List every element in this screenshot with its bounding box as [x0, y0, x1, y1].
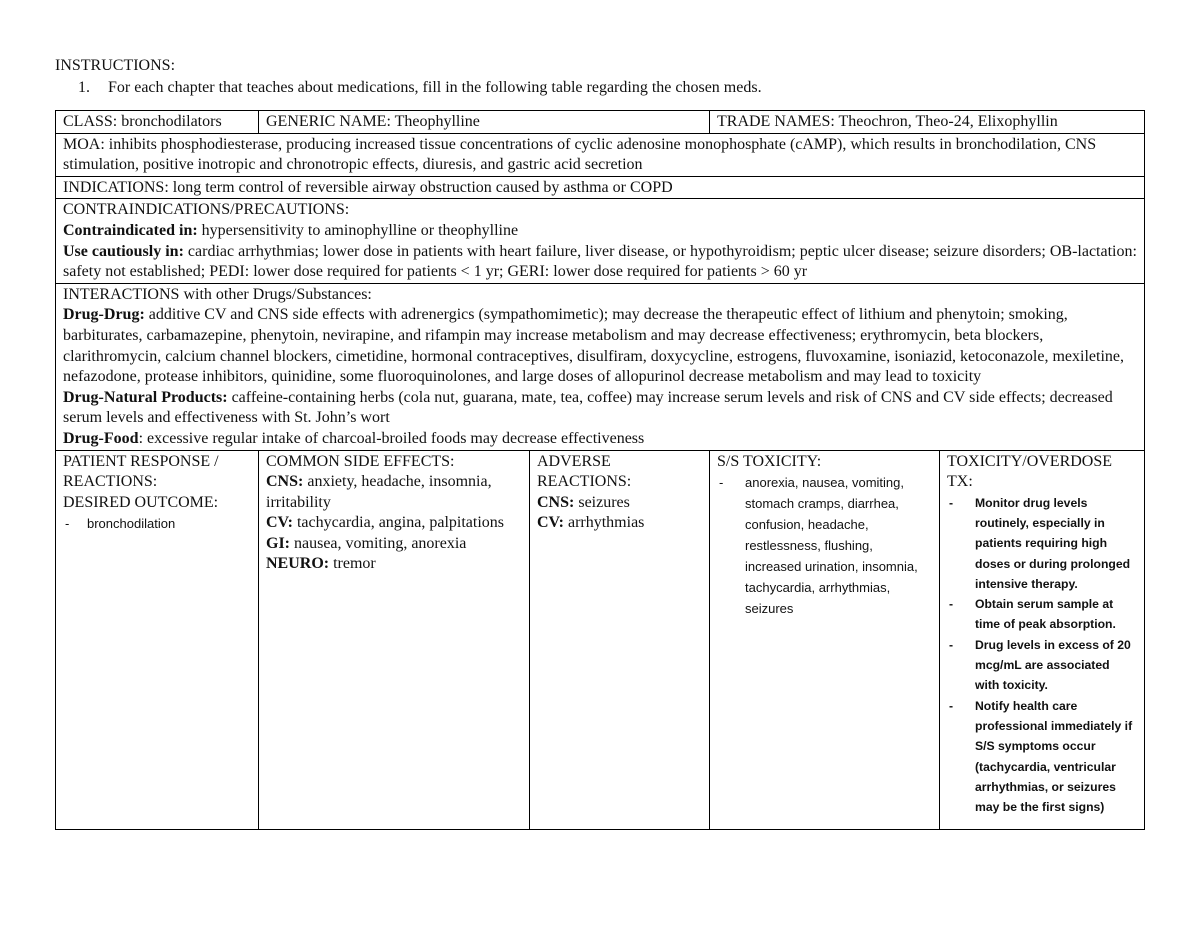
- cns-text: anxiety, headache, insomnia, irritability: [266, 473, 492, 511]
- neuro-text: tremor: [329, 555, 376, 573]
- list-item: - Monitor drug levels routinely, especially in patients requiring high doses or during prolonged intensive therapy.: [947, 493, 1137, 594]
- patient-response-line2: REACTIONS:: [63, 473, 158, 491]
- trade-names-cell: TRADE NAMES: Theochron, Theo-24, Elixophyllin: [717, 113, 1058, 130]
- interactions-row: [56, 284, 1144, 451]
- list-item: - Drug levels in excess of 20 mcg/mL are associated with toxicity.: [947, 635, 1137, 696]
- adverse-heading-line2: REACTIONS:: [537, 473, 632, 491]
- caution-line: [63, 242, 1137, 283]
- adverse-cns: [537, 493, 702, 514]
- item-number: 1.: [78, 79, 90, 96]
- side-effect-neuro: [266, 554, 522, 575]
- indications-row: INDICATIONS: long term control of reversible airway obstruction caused by asthma or COPD: [56, 177, 1144, 200]
- instructions-title: INSTRUCTIONS:: [55, 57, 176, 74]
- adverse-cns-label: CNS:: [537, 493, 575, 511]
- caution-text: cardiac arrhythmias; lower dose in patients with heart failure, liver disease, or hypothyroidism; peptic ulcer disease; seizure disorders; OB-lactation: safety not established; PEDI: lower dose required for patients < 1 yr; GERI: lower dose required for patients > 60 yr: [63, 242, 1137, 281]
- overdose-heading-line2: TX:: [947, 473, 973, 491]
- contraindicated-line: [63, 221, 1137, 242]
- instructions-item: [78, 78, 762, 98]
- adverse-cv: [537, 513, 702, 534]
- list-item: - Notify health care professional immediately if S/S symptoms occur (tachycardia, ventricular arrhythmias, or seizures may be the first signs): [947, 696, 1137, 818]
- drug-drug-line: [63, 305, 1137, 387]
- overdose-list: [947, 493, 1137, 818]
- toxicity-signs-cell: [710, 451, 940, 829]
- desired-outcome-heading: DESIRED OUTCOME:: [63, 493, 219, 511]
- gi-label: GI:: [266, 534, 290, 552]
- cns-label: CNS:: [266, 473, 304, 491]
- side-effect-cns: [266, 472, 522, 513]
- cv-text: tachycardia, angina, palpitations: [292, 514, 504, 532]
- adverse-reactions-cell: [530, 451, 710, 829]
- drug-natural-text: caffeine-containing herbs (cola nut, guarana, mate, tea, coffee) may increase serum levels and risk of CNS and CV side effects; decreased serum levels and effectiveness with St. John’s wort: [63, 388, 1113, 427]
- side-effects-heading: COMMON SIDE EFFECTS:: [266, 452, 455, 470]
- drug-drug-label: Drug-Drug:: [63, 306, 145, 324]
- drug-natural-label: Drug-Natural Products:: [63, 388, 228, 406]
- overdose-heading-line1: TOXICITY/OVERDOSE: [947, 452, 1113, 470]
- class-cell: CLASS: bronchodilators: [56, 111, 259, 133]
- drug-food-line: [63, 429, 1137, 450]
- contraindicated-text: hypersensitivity to aminophylline or theophylline: [197, 221, 519, 239]
- adverse-cns-text: seizures: [574, 493, 630, 511]
- contraindications-row: [56, 199, 1144, 283]
- bottom-row: [56, 451, 1144, 829]
- contraindications-heading: CONTRAINDICATIONS/PRECAUTIONS:: [63, 201, 350, 219]
- cv-label: CV:: [266, 514, 293, 532]
- side-effects-cell: [259, 451, 530, 829]
- generic-name-cell: GENERIC NAME: Theophylline: [259, 111, 710, 133]
- drug-drug-text: additive CV and CNS side effects with adrenergics (sympathomimetic); may decrease the therapeutic effect of lithium and phenytoin; smoking, barbiturates, carbamazepine, phenytoin, nevirapine, and rifampin may increase metabolism and may decrease effectiveness; erythromycin, beta blockers, clarithromycin, calcium channel blockers, cimetidine, hormonal contraceptives, disulfiram, doxycycline, estrogens, fluvoxamine, isoniazid, ketoconazole, mexiletine, nefazodone, protease inhibitors, quinidine, some fluoroquinolones, and large doses of allopurinol decrease metabolism and may lead to toxicity: [63, 306, 1124, 386]
- adverse-cv-label: CV:: [537, 514, 564, 532]
- drug-natural-line: [63, 388, 1137, 429]
- adverse-heading-line1: ADVERSE: [537, 452, 611, 470]
- gi-text: nausea, vomiting, anorexia: [290, 534, 467, 552]
- toxicity-heading: S/S TOXICITY:: [717, 452, 822, 470]
- drug-food-label: Drug-Food: [63, 429, 139, 447]
- toxicity-list: [717, 472, 932, 619]
- list-item: - anorexia, nausea, vomiting, stomach cramps, diarrhea, confusion, headache, restlessness, flushing, increased urination, insomnia, tachycardia, arrhythmias, seizures: [717, 472, 932, 619]
- caution-label: Use cautiously in:: [63, 242, 184, 260]
- contraindicated-label: Contraindicated in:: [63, 221, 198, 239]
- list-item: - bronchodilation: [63, 513, 251, 534]
- header-row: [56, 111, 1144, 134]
- medication-table: [55, 110, 1145, 830]
- adverse-cv-text: arrhythmias: [563, 514, 645, 532]
- patient-response-line1: PATIENT RESPONSE /: [63, 452, 219, 470]
- desired-outcome-list: [63, 513, 251, 534]
- side-effect-gi: [266, 534, 522, 555]
- list-item: - Obtain serum sample at time of peak absorption.: [947, 594, 1137, 635]
- interactions-heading: INTERACTIONS with other Drugs/Substances:: [63, 285, 372, 303]
- item-text: For each chapter that teaches about medications, fill in the following table regarding the chosen meds.: [108, 79, 762, 96]
- neuro-label: NEURO:: [266, 555, 330, 573]
- drug-food-text: : excessive regular intake of charcoal-broiled foods may decrease effectiveness: [138, 429, 645, 447]
- moa-row: MOA: inhibits phosphodiesterase, producing increased tissue concentrations of cyclic adenosine monophosphate (cAMP), which results in bronchodilation, CNS stimulation, positive inotropic and chronotropic effects, diuresis, and gastric acid secretion: [56, 134, 1144, 177]
- side-effect-cv: [266, 513, 522, 534]
- patient-response-cell: [56, 451, 259, 829]
- overdose-treatment-cell: [940, 451, 1144, 829]
